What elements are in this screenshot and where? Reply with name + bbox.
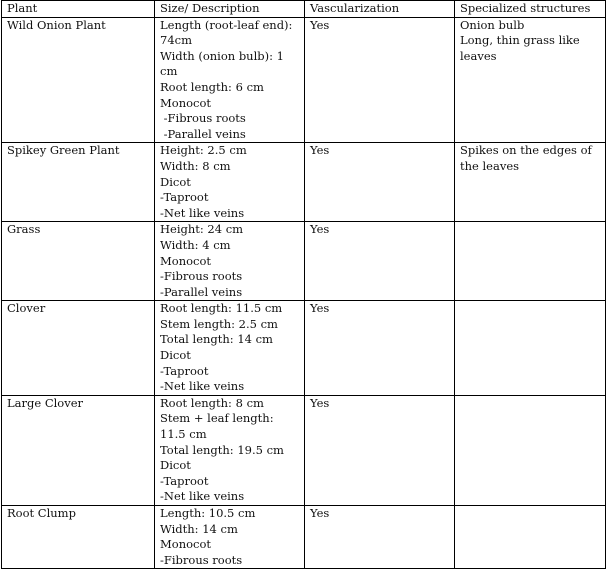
plant-name-cell: Clover bbox=[2, 301, 155, 396]
description-line: -Net like veins bbox=[160, 379, 245, 394]
plant-name-cell: Wild Onion Plant bbox=[2, 17, 155, 143]
description-line: Root length: 8 cm bbox=[160, 395, 264, 410]
description-line: Root length: 11.5 cm bbox=[160, 301, 283, 316]
header-vascularization: Vascularization bbox=[305, 1, 455, 18]
description-line: Height: 24 cm bbox=[160, 222, 244, 237]
description-line: -Parallel veins bbox=[160, 126, 246, 141]
plant-name-cell: Grass bbox=[2, 222, 155, 301]
plant-table bbox=[1, 0, 606, 569]
vascularization-cell: Yes bbox=[305, 395, 455, 505]
description-line: -Taproot bbox=[160, 363, 209, 378]
vascularization-cell: Yes bbox=[305, 301, 455, 396]
description-line: Dicot bbox=[160, 174, 191, 189]
description-line: Total length: 14 cm bbox=[160, 332, 273, 347]
description-line: Monocot bbox=[160, 253, 212, 268]
specialized-cell bbox=[455, 301, 606, 396]
description-cell bbox=[155, 222, 305, 301]
description-line: Width: 8 cm bbox=[160, 158, 231, 173]
table-row bbox=[2, 17, 606, 143]
description-line: Width: 14 cm bbox=[160, 521, 238, 536]
description-line: Stem length: 2.5 cm bbox=[160, 316, 278, 331]
specialized-cell bbox=[455, 143, 606, 222]
table-row bbox=[2, 506, 606, 569]
description-line: -Fibrous roots bbox=[160, 269, 243, 284]
description-line: Length: 10.5 cm bbox=[160, 506, 256, 520]
vascularization-cell: Yes bbox=[305, 143, 455, 222]
specialized-cell bbox=[455, 222, 606, 301]
description-line: Stem + leaf length: 11.5 cm bbox=[160, 411, 274, 442]
specialized-line: Spikes on the edges of the leaves bbox=[460, 143, 592, 173]
description-line: -Taproot bbox=[160, 190, 209, 205]
description-cell bbox=[155, 17, 305, 143]
description-line: -Parallel veins bbox=[160, 284, 243, 299]
description-line: -Fibrous roots bbox=[160, 111, 246, 126]
description-line: -Fibrous roots bbox=[160, 552, 243, 567]
description-cell bbox=[155, 506, 305, 569]
specialized-line: Long, thin grass like leaves bbox=[460, 33, 580, 63]
plant-name-cell: Large Clover bbox=[2, 395, 155, 505]
vascularization-cell: Yes bbox=[305, 222, 455, 301]
header-specialized-structures: Specialized structures bbox=[455, 1, 606, 18]
description-line: Dicot bbox=[160, 348, 191, 363]
plant-name-cell: Spikey Green Plant bbox=[2, 143, 155, 222]
description-line: Length (root-leaf end): 74cm bbox=[160, 17, 293, 48]
description-line: Root length: 6 cm bbox=[160, 79, 264, 94]
header-size-description: Size/ Description bbox=[155, 1, 305, 18]
header-row bbox=[2, 1, 606, 18]
description-line: Width (onion bulb): 1 cm bbox=[160, 48, 284, 79]
table-row bbox=[2, 222, 606, 301]
description-line: Monocot bbox=[160, 537, 212, 552]
specialized-cell bbox=[455, 395, 606, 505]
description-cell bbox=[155, 301, 305, 396]
description-cell bbox=[155, 143, 305, 222]
vascularization-cell: Yes bbox=[305, 506, 455, 569]
specialized-cell bbox=[455, 506, 606, 569]
table-row bbox=[2, 301, 606, 396]
plant-name-cell: Root Clump bbox=[2, 506, 155, 569]
description-cell bbox=[155, 395, 305, 505]
specialized-line: Onion bulb bbox=[460, 17, 525, 32]
description-line: Height: 2.5 cm bbox=[160, 143, 247, 158]
description-line: -Net like veins bbox=[160, 205, 245, 220]
description-line: -Taproot bbox=[160, 473, 209, 488]
header-plant: Plant bbox=[2, 1, 155, 18]
description-line: Width: 4 cm bbox=[160, 237, 231, 252]
specialized-cell bbox=[455, 17, 606, 143]
description-line: -Net like veins bbox=[160, 489, 245, 504]
vascularization-cell: Yes bbox=[305, 17, 455, 143]
description-line: Total length: 19.5 cm bbox=[160, 442, 284, 457]
table-row bbox=[2, 143, 606, 222]
table-row bbox=[2, 395, 606, 505]
description-line: Dicot bbox=[160, 458, 191, 473]
description-line: Monocot bbox=[160, 95, 212, 110]
